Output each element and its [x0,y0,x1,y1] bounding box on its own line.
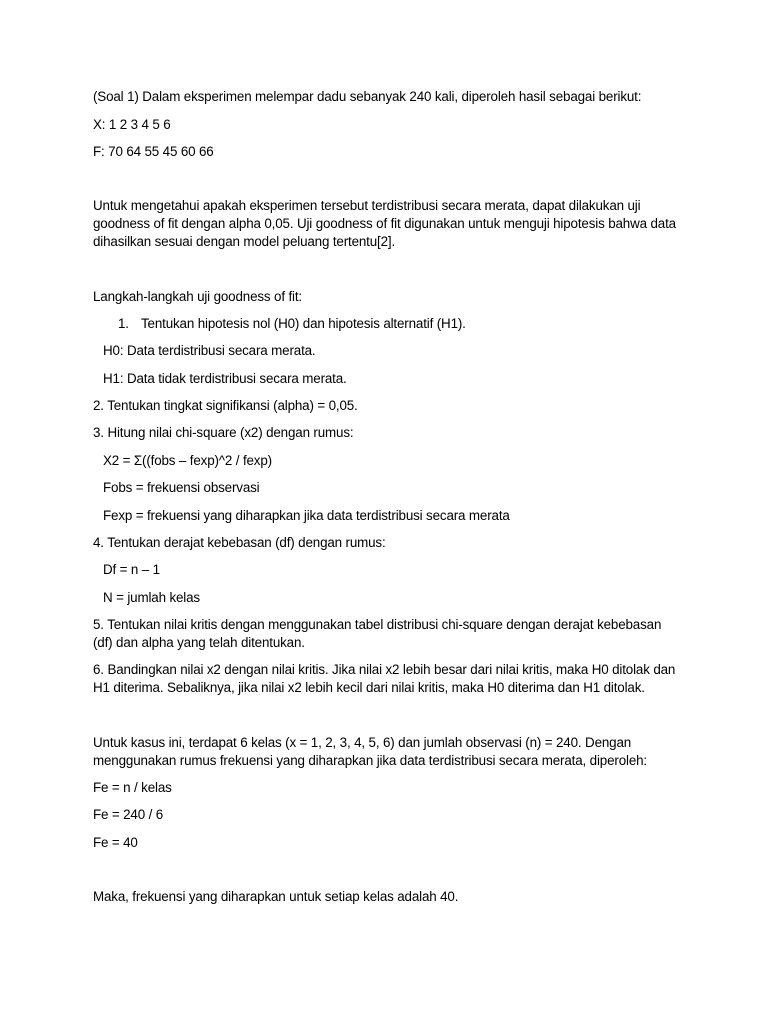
h0-hypothesis: H0: Data terdistribusi secara merata. [103,343,316,358]
steps-heading: Langkah-langkah uji goodness of fit: [93,289,303,304]
question-text: (Soal 1) Dalam eksperimen melempar dadu sebanyak 240 kali, diperoleh hasil sebagai berikut: [93,89,642,104]
fexp-definition: Fexp = frekuensi yang diharapkan jika data terdistribusi secara merata [103,508,510,523]
fe-result: Fe = 40 [93,835,138,850]
h1-hypothesis: H1: Data tidak terdistribusi secara merata. [103,371,347,386]
intro-line: Untuk mengetahui apakah eksperimen tersebut terdistribusi secara merata, dapat dilakukan uji [93,198,641,213]
step5-line: (df) dan alpha yang telah ditentukan. [93,635,305,650]
step2-text: 2. Tentukan tingkat signifikansi (alpha) = 0,05. [93,398,358,413]
fe-calculation: Fe = 240 / 6 [93,807,164,822]
step1-number: 1. [118,316,129,331]
step6-line: 6. Bandingkan nilai x2 dengan nilai kritis. Jika nilai x2 lebih besar dari nilai kritis, maka H0 ditolak dan [93,662,676,677]
intro-line: goodness of fit dengan alpha 0,05. Uji goodness of fit digunakan untuk menguji hipotesis bahwa data [93,216,676,231]
n-definition: N = jumlah kelas [103,590,200,605]
x-values-row: X: 1 2 3 4 5 6 [93,117,171,132]
f-values-row: F: 70 64 55 45 60 66 [93,144,214,159]
case-line: Untuk kasus ini, terdapat 6 kelas (x = 1, 2, 3, 4, 5, 6) dan jumlah observasi (n) = 240. Dengan [93,735,632,750]
step1-text: Tentukan hipotesis nol (H0) dan hipotesis alternatif (H1). [141,316,466,331]
df-formula: Df = n – 1 [103,562,160,577]
fe-formula: Fe = n / kelas [93,780,172,795]
fobs-definition: Fobs = frekuensi observasi [103,480,260,495]
case-line: menggunakan rumus frekuensi yang diharapkan jika data terdistribusi secara merata, diperoleh: [93,753,647,768]
chi-square-formula: X2 = Σ((fobs – fexp)^2 / fexp) [103,453,272,468]
step4-text: 4. Tentukan derajat kebebasan (df) dengan rumus: [93,535,386,550]
step3-text: 3. Hitung nilai chi-square (x2) dengan rumus: [93,425,354,440]
step6-line: H1 diterima. Sebaliknya, jika nilai x2 lebih kecil dari nilai kritis, maka H0 diterima dan H1 ditolak. [93,680,645,695]
intro-line: dihasilkan sesuai dengan model peluang tertentu[2]. [93,234,396,249]
conclusion-text: Maka, frekuensi yang diharapkan untuk setiap kelas adalah 40. [93,889,459,904]
step5-line: 5. Tentukan nilai kritis dengan menggunakan tabel distribusi chi-square dengan derajat kebebasan [93,617,662,632]
